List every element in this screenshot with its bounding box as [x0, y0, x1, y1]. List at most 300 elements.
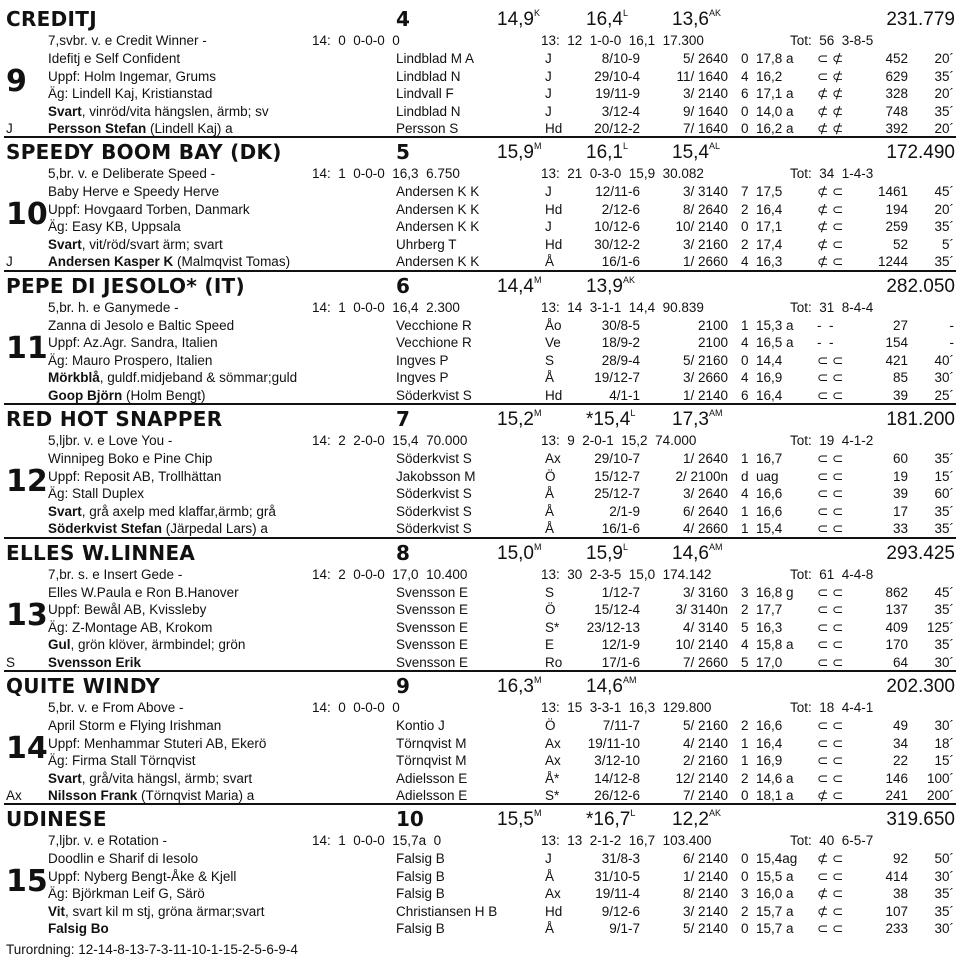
post-position: 9	[6, 64, 27, 99]
shoe-symbols: ⊂ ⊄	[817, 68, 844, 84]
track-code: E	[545, 637, 555, 653]
post-position: 15	[6, 864, 48, 900]
driver: Andersen K K	[396, 201, 480, 217]
row-description-text: Äg: Stall Duplex	[48, 486, 145, 502]
record-3-time: 15,4	[672, 142, 709, 164]
prize-money: 20´	[934, 51, 954, 66]
race-time: 15,3 a	[756, 317, 794, 333]
odds: 748	[885, 103, 908, 119]
shoe-symbols: ⊄ ⊄	[817, 86, 844, 101]
record-2-time: 13,9	[586, 275, 623, 297]
prize-money: 18´	[934, 735, 954, 751]
record-1-time: 15,0	[497, 542, 534, 564]
race-date: 25/12-7	[594, 486, 640, 502]
shoe-symbols: ⊂ ⊂	[817, 770, 844, 786]
side-letter: S	[6, 654, 16, 670]
row-description	[48, 656, 388, 670]
row-description-bold: Goop Björn	[48, 387, 123, 403]
driver: Svensson E	[396, 654, 469, 670]
driver: Andersen K K	[396, 184, 480, 200]
start-track: 3	[741, 886, 749, 902]
horse-separator	[4, 670, 956, 672]
start-track: 0	[741, 352, 749, 368]
shoe-symbols: ⊂ ⊂	[817, 451, 844, 467]
driver: Törnqvist M	[396, 735, 467, 751]
prize-money: 25´	[934, 387, 954, 403]
row-description-text: Äg: Z-Montage AB, Krokom	[48, 619, 213, 635]
post-position: 11	[6, 330, 48, 366]
row-description	[48, 737, 388, 751]
start-track: 1	[741, 521, 749, 537]
record-1-time: 14,4	[497, 275, 534, 297]
race-date: 9/1-7	[609, 921, 640, 937]
race-date: 19/11-9	[595, 86, 640, 101]
position-distance: 5/ 2160	[682, 718, 728, 733]
position-distance: 5/ 2640	[682, 51, 728, 66]
start-number: 4	[396, 7, 410, 31]
prize-money: 35´	[934, 68, 954, 84]
start-number: 7	[396, 407, 410, 432]
horse-pedigree-info: 7,svbr. v. e Credit Winner -	[48, 33, 207, 48]
row-description-text: (Lindell Kaj) a	[146, 121, 233, 136]
driver: Falsig B	[396, 921, 445, 937]
race-date: 15/12-4	[594, 602, 640, 618]
row-description-text: Elles W.Paula e Ron B.Hanover	[48, 584, 239, 600]
prize-money: 40´	[934, 352, 954, 368]
prize-money: 35´	[934, 503, 954, 519]
record-2-code: L	[630, 808, 636, 819]
shoe-symbols: ⊂ ⊂	[817, 602, 844, 618]
shoe-symbols: ⊄ ⊂	[817, 254, 844, 270]
record-2-time: 16,4	[586, 9, 623, 30]
shoe-symbols: ⊂ ⊂	[817, 735, 844, 751]
position-distance: 2100	[697, 335, 728, 351]
row-description	[48, 754, 388, 768]
shoe-symbols: ⊄ ⊂	[817, 903, 844, 919]
row-description	[48, 789, 388, 803]
record-2	[586, 410, 686, 429]
horse-pedigree-info: 5,br. v. e From Above -	[48, 700, 184, 715]
position-distance: 11/ 1640	[676, 68, 728, 84]
record-1-code: M	[533, 541, 542, 552]
record-1-time: 14,9	[497, 9, 534, 30]
driver: Söderkvist S	[396, 503, 472, 519]
record-2	[586, 143, 686, 162]
row-description-bold: Svart	[48, 503, 82, 519]
race-time: 17,5	[756, 184, 783, 200]
start-track: 2	[741, 770, 749, 786]
record-1	[497, 274, 587, 297]
row-description-text: Äg: Björkman Leif G, Särö	[48, 886, 205, 902]
position-distance: 5/ 2160	[682, 352, 728, 368]
position-distance: 3/ 2660	[682, 370, 728, 386]
shoe-symbols: ⊂ ⊂	[817, 370, 844, 386]
row-description	[48, 238, 388, 252]
track-code: Åo	[545, 317, 562, 333]
row-description-text: Äg: Firma Stall Törnqvist	[48, 753, 196, 768]
row-description-text: , guldf.midjeband & sömmar;guld	[99, 370, 298, 386]
stats-2013: 13: 9 2-0-1 15,2 74.000	[541, 433, 697, 449]
horse-separator	[4, 403, 956, 405]
track-code: Ax	[545, 451, 561, 467]
race-date: 3/12-10	[594, 753, 640, 768]
horse-pedigree-info: 7,br. s. e Insert Gede -	[48, 566, 183, 582]
post-position: 12	[6, 464, 48, 500]
row-description-bold: Svart	[48, 236, 82, 252]
race-time: 16,6	[756, 486, 783, 502]
track-code: Å	[545, 503, 555, 519]
odds: 452	[885, 51, 908, 66]
shoe-symbols: ⊂ ⊄	[817, 51, 844, 66]
stats-2013: 13: 13 2-1-2 16,7 103.400	[541, 833, 712, 849]
race-time: 17,7	[756, 602, 783, 618]
record-3	[672, 410, 772, 429]
shoe-symbols: ⊂ ⊂	[817, 352, 844, 368]
record-2-time: *16,7	[586, 809, 631, 831]
side-letter: J	[6, 254, 13, 270]
stats-2014: 14: 2 0-0-0 17,0 10.400	[312, 566, 468, 582]
shoe-symbols: ⊄ ⊂	[817, 184, 844, 200]
record-3-code: AM	[708, 408, 723, 419]
stats-total: Tot: 19 4-1-2	[790, 433, 874, 449]
driver: Andersen K K	[396, 219, 480, 235]
odds: 38	[892, 886, 908, 902]
record-2-code: L	[622, 541, 628, 552]
race-time: 15,5 a	[756, 868, 794, 884]
prize-money: 35´	[934, 637, 954, 653]
start-track: 1	[741, 317, 749, 333]
record-2-time: 15,9	[586, 542, 623, 564]
horse-pedigree-info: 5,br. h. e Ganymede -	[48, 299, 179, 315]
driver: Svensson E	[396, 602, 469, 618]
start-track: 1	[741, 451, 749, 467]
row-description	[48, 354, 388, 368]
track-code: Hd	[545, 903, 563, 919]
odds: 233	[885, 921, 908, 937]
odds: 92	[892, 851, 908, 867]
race-date: 14/12-8	[594, 770, 640, 786]
driver: Persson S	[396, 121, 459, 136]
horse-separator	[4, 136, 956, 138]
row-description	[48, 870, 388, 884]
driver: Svensson E	[396, 637, 469, 653]
shoe-symbols: ⊂ ⊂	[817, 584, 844, 600]
shoe-symbols: ⊂ ⊂	[817, 921, 844, 937]
start-track: 2	[741, 718, 749, 733]
position-distance: 6/ 2140	[682, 851, 728, 867]
prize-money: 30´	[934, 654, 954, 670]
race-time: 14,0 a	[756, 103, 794, 119]
total-earnings: 319.650	[886, 809, 955, 831]
race-time: 16,9	[756, 753, 783, 768]
start-order-footer: Turordning: 12-14-8-13-7-3-11-10-1-15-2-5-6-9-4	[6, 942, 298, 957]
row-description	[48, 319, 388, 333]
record-1-code: K	[533, 8, 540, 18]
row-description-bold: Svart	[48, 770, 82, 786]
total-earnings: 293.425	[886, 542, 955, 564]
start-track: 1	[741, 753, 749, 768]
track-code: Hd	[545, 121, 563, 136]
record-1-time: 15,2	[497, 409, 534, 431]
row-description	[48, 87, 388, 101]
row-description-text: Uppf: Az.Agr. Sandra, Italien	[48, 335, 218, 351]
start-number: 6	[396, 273, 410, 298]
shoe-symbols: - -	[817, 317, 834, 333]
record-3-code: AK	[708, 808, 721, 819]
prize-money: 200´	[926, 788, 954, 803]
position-distance: 2/ 2160	[682, 753, 728, 768]
position-distance: 10/ 2140	[675, 637, 728, 653]
row-description-text: Uppf: Holm Ingemar, Grums	[48, 68, 217, 84]
shoe-symbols: ⊄ ⊄	[817, 103, 844, 119]
odds: 137	[885, 602, 908, 618]
track-code: Å	[545, 370, 555, 386]
row-description-text: , grå axelp med klaffar,ärmb; grå	[81, 503, 276, 519]
race-time: 16,9	[756, 370, 783, 386]
row-description	[48, 220, 388, 234]
start-number: 8	[396, 540, 410, 565]
prize-money: 125´	[926, 619, 954, 635]
stats-2014: 14: 1 0-0-0 15,7a 0	[312, 833, 442, 849]
stats-2014: 14: 0 0-0-0 0	[312, 33, 400, 48]
record-1-time: 15,5	[497, 809, 534, 831]
start-track: 0	[741, 219, 749, 235]
record-2-time: *15,4	[586, 409, 631, 431]
row-description	[48, 719, 388, 733]
row-description-text: , grön klöver, ärmbindel; grön	[70, 637, 246, 653]
prize-money: 35´	[934, 103, 954, 119]
record-1-code: M	[533, 808, 542, 819]
race-time: 17,0	[756, 654, 783, 670]
row-description-text: (Malmqvist Tomas)	[173, 254, 291, 270]
start-track: 4	[741, 254, 749, 270]
odds: 194	[885, 201, 908, 217]
total-earnings: 282.050	[886, 275, 955, 297]
shoe-symbols: ⊄ ⊂	[817, 236, 844, 252]
race-date: 16/1-6	[601, 254, 640, 270]
race-date: 4/1-1	[609, 387, 640, 403]
odds: 85	[892, 370, 908, 386]
row-description	[48, 487, 388, 501]
horse-pedigree-info: 5,br. v. e Deliberate Speed -	[48, 166, 216, 182]
horse-separator	[4, 537, 956, 539]
row-description-text: Uppf: Bewål AB, Kvissleby	[48, 602, 207, 618]
row-description	[48, 185, 388, 199]
start-track: 1	[741, 735, 749, 751]
odds: 107	[885, 903, 908, 919]
row-description-text: Äg: Easy KB, Uppsala	[48, 219, 181, 235]
track-code: J	[545, 219, 552, 235]
race-time: 18,1 a	[756, 788, 794, 803]
row-description	[48, 638, 388, 652]
row-description-bold: Svart	[48, 103, 82, 119]
shoe-symbols: ⊂ ⊂	[817, 753, 844, 768]
row-description	[48, 452, 388, 466]
shoe-symbols: ⊄ ⊂	[817, 851, 844, 867]
track-code: J	[545, 86, 552, 101]
driver: Christiansen H B	[396, 903, 498, 919]
track-code: J	[545, 103, 552, 119]
shoe-symbols: ⊂ ⊂	[817, 503, 844, 519]
track-code: Ro	[545, 654, 563, 670]
track-code: Å*	[545, 770, 560, 786]
driver: Söderkvist S	[396, 451, 472, 467]
driver: Lindblad M A	[396, 51, 475, 66]
row-description-text: Äg: Lindell Kaj, Kristianstad	[48, 86, 213, 101]
total-earnings: 181.200	[886, 409, 955, 431]
race-time: 16,2	[756, 68, 783, 84]
start-track: 0	[741, 103, 749, 119]
shoe-symbols: ⊄ ⊂	[817, 201, 844, 217]
start-track: 7	[741, 184, 749, 200]
race-time: uag	[756, 468, 779, 484]
record-2	[586, 541, 686, 564]
total-earnings: 202.300	[886, 676, 955, 697]
row-description	[48, 336, 388, 350]
track-code: Ax	[545, 886, 561, 902]
shoe-symbols: ⊂ ⊂	[817, 387, 844, 403]
shoe-symbols: ⊂ ⊂	[817, 718, 844, 733]
odds: 33	[892, 521, 908, 537]
track-code: Å	[545, 486, 555, 502]
row-description	[48, 371, 388, 385]
race-date: 30/12-2	[594, 236, 640, 252]
record-1	[497, 143, 587, 162]
prize-money: 45´	[934, 184, 954, 200]
start-track: 0	[741, 851, 749, 867]
driver: Kontio J	[396, 718, 445, 733]
stats-2014: 14: 1 0-0-0 16,4 2.300	[312, 299, 460, 315]
track-code: S*	[545, 619, 560, 635]
driver: Söderkvist S	[396, 486, 472, 502]
odds: 421	[885, 352, 908, 368]
position-distance: 7/ 1640	[682, 121, 728, 136]
stats-total: Tot: 61 4-4-8	[790, 566, 874, 582]
row-description	[48, 505, 388, 519]
stats-total: Tot: 31 8-4-4	[790, 299, 874, 315]
race-date: 9/12-6	[601, 903, 640, 919]
record-1	[497, 410, 587, 429]
race-time: 15,4ag	[756, 851, 798, 867]
record-3	[672, 541, 772, 564]
track-code: Hd	[545, 387, 563, 403]
odds: 22	[892, 753, 908, 768]
race-date: 26/12-6	[594, 788, 640, 803]
row-description	[48, 470, 388, 484]
odds: 241	[885, 788, 908, 803]
driver: Falsig B	[396, 886, 445, 902]
track-code: J	[545, 851, 552, 867]
row-description-bold: Söderkvist Stefan	[48, 521, 163, 537]
horse-separator	[4, 803, 956, 805]
track-code: Ö	[545, 718, 556, 733]
stats-2013: 13: 15 3-3-1 16,3 129.800	[541, 700, 712, 715]
race-date: 20/12-2	[594, 121, 640, 136]
start-number: 10	[396, 807, 424, 832]
prize-money: 20´	[934, 121, 954, 136]
race-date: 3/12-4	[601, 103, 640, 119]
horse-name: ELLES W.LINNEA	[6, 540, 196, 565]
prize-money: 100´	[926, 770, 954, 786]
record-3-time: 17,3	[672, 409, 709, 431]
record-1-time: 15,9	[497, 142, 534, 164]
record-1-code: M	[533, 274, 542, 285]
odds: 328	[885, 86, 908, 101]
start-track: 2	[741, 602, 749, 618]
start-track: 0	[741, 868, 749, 884]
horse-name: CREDITJ	[6, 7, 97, 31]
race-date: 30/8-5	[601, 317, 640, 333]
start-number: 9	[396, 674, 410, 698]
row-description	[48, 52, 388, 66]
row-description-text: , grå/vita hängsl, ärmb; svart	[81, 770, 253, 786]
horse-name: QUITE WINDY	[6, 674, 161, 698]
driver: Adielsson E	[396, 770, 468, 786]
row-description-text: Idefitj e Self Confident	[48, 51, 181, 66]
position-distance: 1/ 2660	[682, 254, 728, 270]
driver: Vecchione R	[396, 335, 472, 351]
driver: Söderkvist S	[396, 387, 472, 403]
start-track: 4	[741, 486, 749, 502]
position-distance: 9/ 1640	[682, 103, 728, 119]
odds: 17	[892, 503, 908, 519]
start-track: 6	[741, 387, 749, 403]
position-distance: 3/ 3140	[682, 184, 728, 200]
record-2-code: L	[630, 408, 636, 419]
record-2	[586, 10, 686, 29]
driver: Svensson E	[396, 619, 469, 635]
position-distance: 12/ 2140	[675, 770, 728, 786]
driver: Uhrberg T	[396, 236, 457, 252]
track-code: Hd	[545, 236, 563, 252]
record-2-time: 14,6	[586, 676, 623, 697]
row-description-text: Uppf: Nyberg Bengt-Åke & Kjell	[48, 868, 237, 884]
position-distance: 2100	[697, 317, 728, 333]
position-distance: 8/ 2640	[682, 201, 728, 217]
start-track: 0	[741, 51, 749, 66]
side-letter: Ax	[6, 788, 22, 803]
row-description	[48, 586, 388, 600]
start-track: 2	[741, 903, 749, 919]
shoe-symbols: ⊄ ⊂	[817, 219, 844, 235]
post-position: 13	[6, 597, 48, 633]
race-date: 19/11-10	[587, 735, 640, 751]
record-2-code: AK	[622, 274, 635, 285]
stats-total: Tot: 18 4-4-1	[790, 700, 874, 715]
row-description-text: (Holm Bengt)	[122, 387, 206, 403]
race-date: 29/10-7	[594, 451, 640, 467]
row-description-bold: Persson Stefan	[48, 121, 147, 136]
start-track: d	[741, 468, 749, 484]
shoe-symbols: ⊂ ⊂	[817, 619, 844, 635]
row-description-text: , vit/röd/svart ärm; svart	[81, 236, 223, 252]
position-distance: 4/ 3140	[682, 619, 728, 635]
post-position: 14	[6, 731, 48, 766]
record-3-code: AK	[708, 8, 721, 18]
horse-separator	[4, 270, 956, 272]
record-2-time: 16,1	[586, 142, 623, 164]
odds: 39	[892, 486, 908, 502]
row-description-text: Doodlin e Sharif di Iesolo	[48, 851, 199, 867]
row-description	[48, 70, 388, 84]
track-code: Ax	[545, 735, 561, 751]
race-date: 7/11-7	[602, 718, 640, 733]
position-distance: 10/ 2140	[675, 219, 728, 235]
odds: 392	[885, 121, 908, 136]
prize-money: 35´	[934, 903, 954, 919]
record-1	[497, 810, 587, 829]
shoe-symbols: ⊂ ⊂	[817, 468, 844, 484]
